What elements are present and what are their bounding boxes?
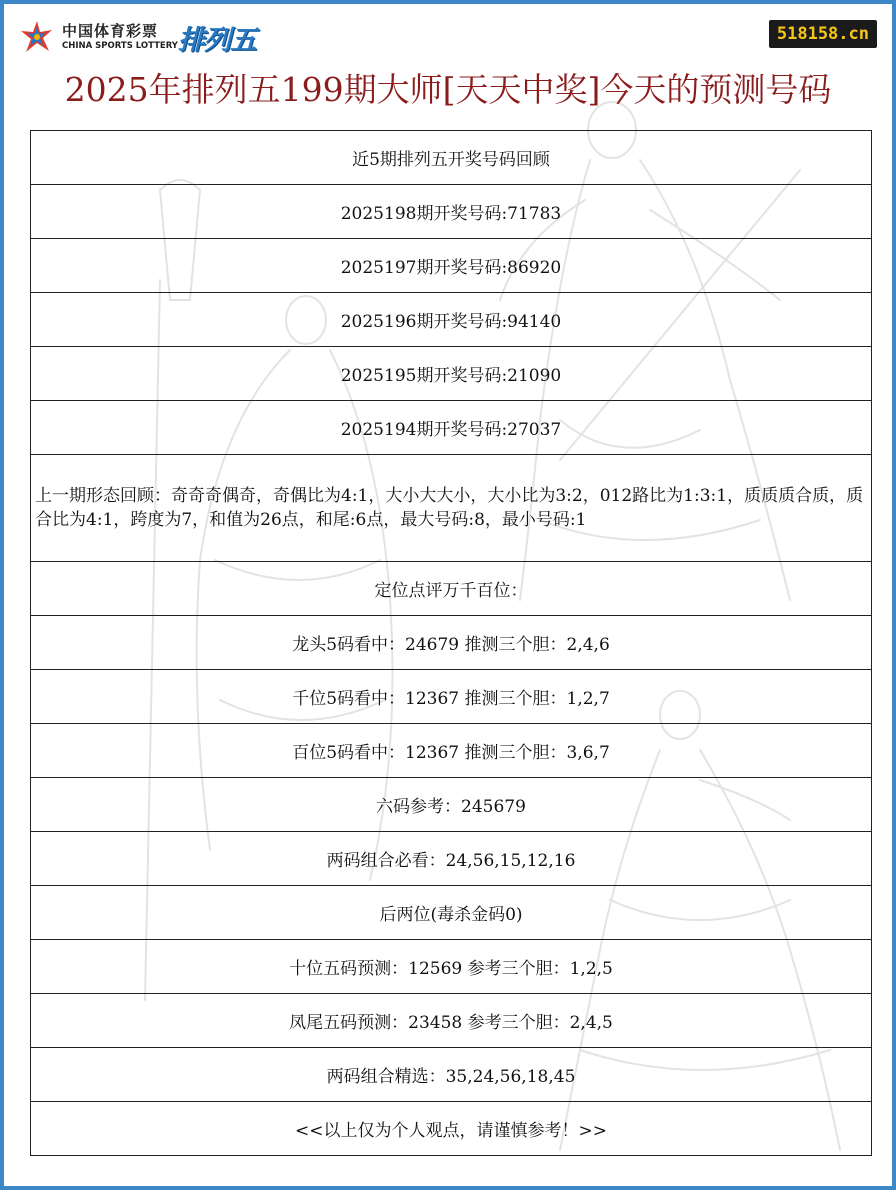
table-row [31,940,872,994]
table-row [31,293,872,347]
table-row [31,401,872,455]
prediction-line: 百位5码看中：12367 推测三个胆：3,6,7 [31,724,872,778]
table-row [31,994,872,1048]
prediction-line: 龙头5码看中：24679 推测三个胆：2,4,6 [31,616,872,670]
page-title: 2025年排列五199期大师[天天中奖]今天的预测号码 [64,70,832,109]
prediction-line: 凤尾五码预测：23458 参考三个胆：2,4,5 [31,994,872,1048]
lottery-star-icon [18,18,56,56]
table-row [31,185,872,239]
site-badge[interactable]: 518158.cn [769,20,877,48]
table-row [31,347,872,401]
draw-result: 2025195期开奖号码:21090 [31,347,872,401]
table-row [31,1102,872,1156]
prediction-line: 千位5码看中：12367 推测三个胆：1,2,7 [31,670,872,724]
section-heading-last-two: 后两位(毒杀金码0) [31,886,872,940]
prediction-line: 十位五码预测：12569 参考三个胆：1,2,5 [31,940,872,994]
table-row [31,562,872,616]
last-draw-pattern-summary: 上一期形态回顾：奇奇奇偶奇，奇偶比为4:1，大小大大小，大小比为3:2，012路比为1:3:1，质质质合质，质合比为4:1，跨度为7，和值为26点，和尾:6点，最大号码:8，最小号码:1 [31,455,872,562]
table-row [31,886,872,940]
header [0,0,896,62]
table-row [31,616,872,670]
logo-game-name: 排列五 [178,25,256,56]
logo-english-text: CHINA SPORTS LOTTERY [62,41,178,51]
section-heading-positions: 定位点评万千百位： [31,562,872,616]
table-row [31,239,872,293]
table-row [31,455,872,562]
table-row [31,670,872,724]
prediction-line: 两码组合必看：24,56,15,12,16 [31,832,872,886]
prediction-table [30,130,872,1156]
prediction-line: 两码组合精选：35,24,56,18,45 [31,1048,872,1102]
draw-result: 2025196期开奖号码:94140 [31,293,872,347]
table-row [31,1048,872,1102]
draw-result: 2025194期开奖号码:27037 [31,401,872,455]
draw-result: 2025198期开奖号码:71783 [31,185,872,239]
table-row [31,832,872,886]
table-row [31,724,872,778]
draw-result: 2025197期开奖号码:86920 [31,239,872,293]
logo-chinese-text: 中国体育彩票 [62,22,159,40]
table-row [31,131,872,185]
section-heading-history: 近5期排列五开奖号码回顾 [31,131,872,185]
prediction-line: 六码参考：245679 [31,778,872,832]
disclaimer: <<以上仅为个人观点，请谨慎参考！>> [31,1102,872,1156]
china-sports-lottery-logo[interactable] [18,16,278,58]
table-row [31,778,872,832]
